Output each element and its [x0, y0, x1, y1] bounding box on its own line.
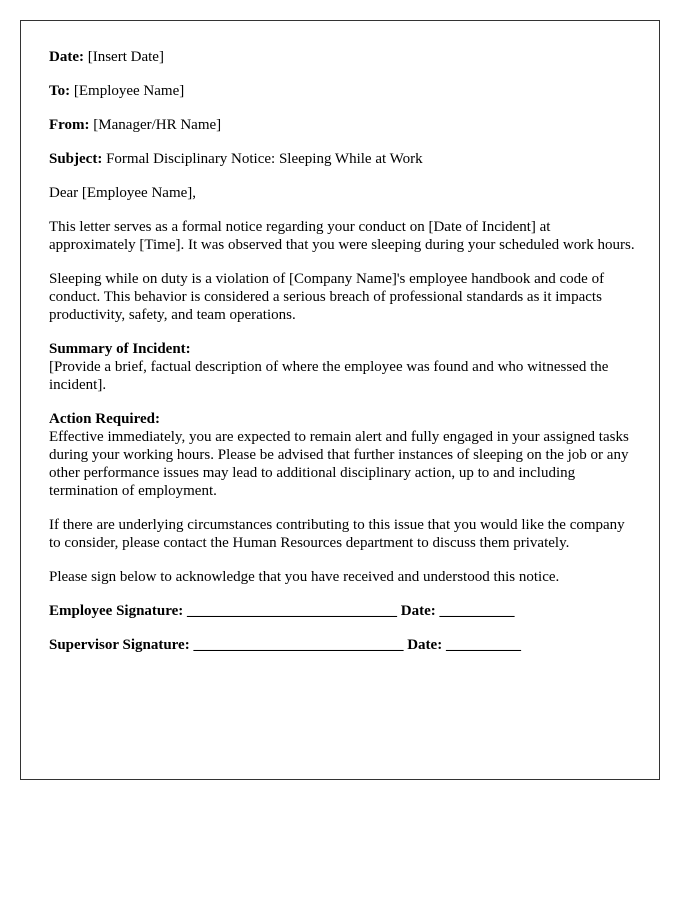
action-text: Effective immediately, you are expected to remain alert and fully engaged in your assigned tasks during your working hours. Please be advised that further instances of sleeping on the job or any other performance issues may lead to additional disciplinary action, up to and including termination of employment.	[49, 429, 629, 499]
to-line	[49, 82, 639, 100]
from-label: From:	[49, 117, 90, 133]
summary-text: [Provide a brief, factual description of where the employee was found and who witnessed the incident].	[49, 359, 609, 393]
circumstances-paragraph: If there are underlying circumstances contributing to this issue that you would like the company to consider, please contact the Human Resources department to discuss them privately.	[49, 517, 625, 551]
from-value: [Manager/HR Name]	[93, 117, 222, 133]
intro-paragraph: This letter serves as a formal notice regarding your conduct on [Date of Incident] at approximately [Time]. It was observed that you were sleeping during your scheduled work hours.	[49, 219, 635, 253]
supervisor-signature-line: Supervisor Signature: ____________________________ Date: __________	[49, 637, 521, 653]
employee-signature-line: Employee Signature: ____________________________ Date: __________	[49, 603, 515, 619]
subject-value: Formal Disciplinary Notice: Sleeping While at Work	[106, 151, 423, 167]
letter-content	[49, 48, 639, 670]
action-section	[49, 410, 639, 500]
sign-instruction: Please sign below to acknowledge that you have received and understood this notice.	[49, 569, 560, 585]
summary-heading: Summary of Incident:	[49, 341, 191, 357]
salutation: Dear [Employee Name],	[49, 185, 197, 201]
to-value: [Employee Name]	[73, 83, 185, 99]
letter-page	[20, 20, 660, 780]
date-label: Date:	[49, 49, 84, 65]
date-value: [Insert Date]	[87, 49, 164, 65]
action-heading: Action Required:	[49, 411, 160, 427]
violation-paragraph: Sleeping while on duty is a violation of [Company Name]'s employee handbook and code of conduct. This behavior is considered a serious breach of professional standards as it impacts productivity, safety, and team operations.	[49, 271, 605, 323]
date-line	[49, 48, 639, 66]
subject-line	[49, 150, 639, 168]
to-label: To:	[49, 83, 71, 99]
from-line	[49, 116, 639, 134]
summary-section	[49, 340, 639, 394]
subject-label: Subject:	[49, 151, 103, 167]
